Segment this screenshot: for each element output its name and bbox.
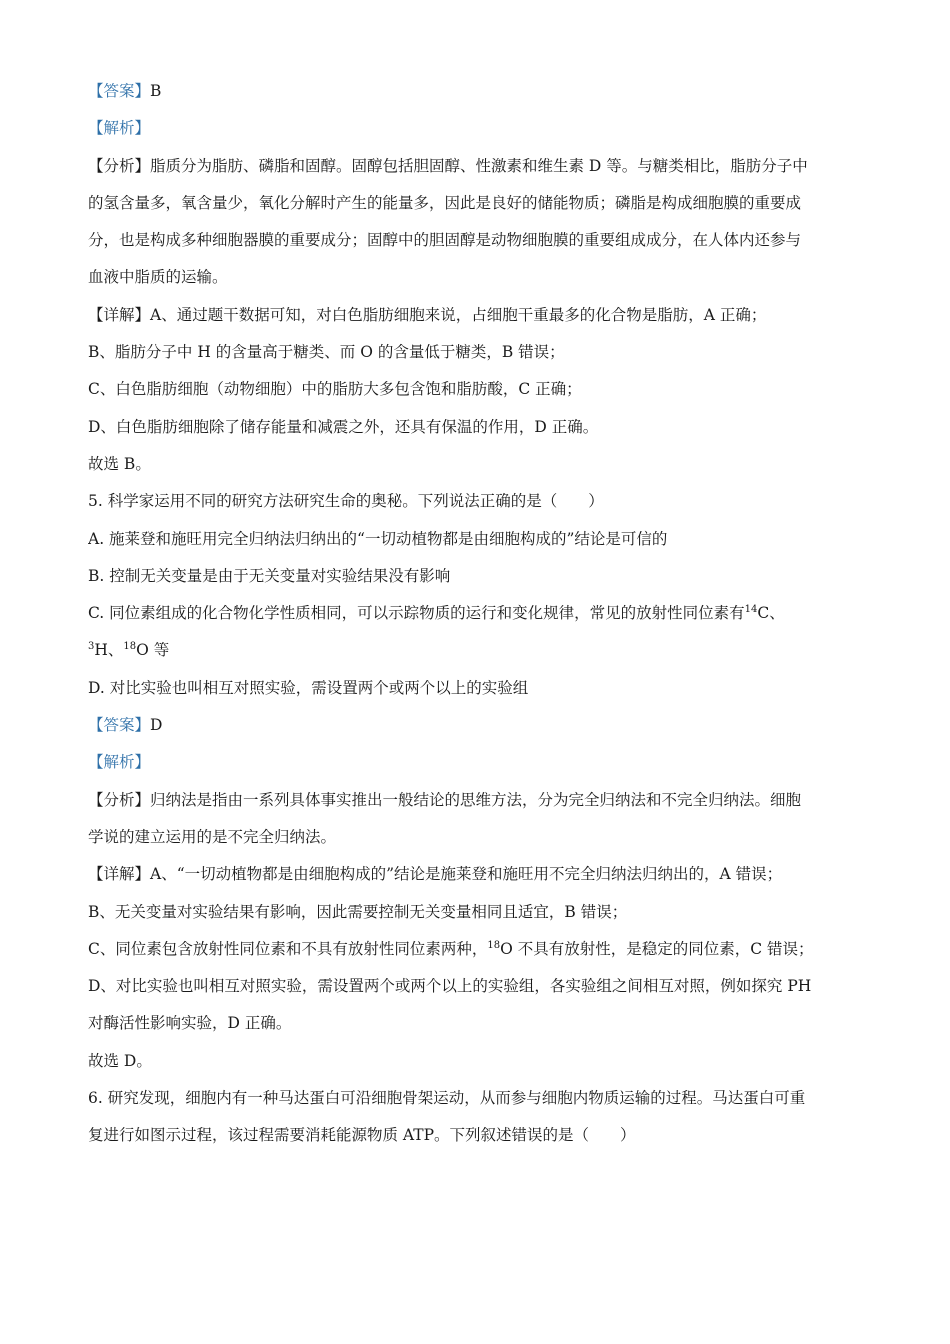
paragraph-line: D、白色脂肪细胞除了储存能量和减震之外，还具有保温的作用，D 正确。 [88,417,599,436]
question-5-option-a: A. 施莱登和施旺用完全归纳法归纳出的“一切动植物都是由细胞构成的”结论是可信的 [88,529,668,548]
paragraph-line: 【详解】A、“一切动植物都是由细胞构成的”结论是施莱登和施旺用不完全归纳法归纳出的，A 错误； [88,865,783,884]
answer-line-q4 [88,73,868,110]
paragraph-line: 的氢含量多，氧含量少，氧化分解时产生的能量多，因此是良好的储能物质；磷脂是构成细胞膜的重要成 [88,193,802,212]
conclusion-line: 故选 D。 [88,1051,152,1070]
detail-c-pre: C、同位素包含放射性同位素和不具有放射性同位素两种， [88,939,488,958]
question-5-stem: 5. 科学家运用不同的研究方法研究生命的奥秘。下列说法正确的是（ ） [88,492,604,511]
paragraph-line: 血液中脂质的运输。 [88,268,228,287]
detail-c-post: O 不具有放射性，是稳定的同位素，C 错误； [500,939,814,958]
isotope-symbol: H、 [94,641,124,660]
question-5-option-c-cont [88,632,868,669]
answer-tag: 【答案】 [88,716,151,735]
paragraph-line: C、白色脂肪细胞（动物细胞）中的脂肪大多包含饱和脂肪酸，C 正确； [88,380,582,399]
paragraph-line: 对酶活性影响实验，D 正确。 [88,1014,292,1033]
analysis-tag: 【解析】 [88,119,151,138]
document-page [88,73,868,1155]
isotope-symbol: C、 [757,604,785,623]
isotope-symbol: O 等 [136,641,170,660]
answer-tag: 【答案】 [88,82,151,100]
paragraph-line: 学说的建立运用的是不完全归纳法。 [88,827,337,846]
isotope-mass-number: 18 [123,641,137,653]
option-c-text: C. 同位素组成的化合物化学性质相同，可以示踪物质的运行和变化规律，常见的放射性同位素有 [88,604,745,623]
answer-line-q5 [88,707,868,744]
paragraph-line: B、无关变量对实验结果有影响，因此需要控制无关变量相同且适宜，B 错误； [88,902,628,921]
paragraph-line: 【详解】A、通过题干数据可知，对白色脂肪细胞来说，占细胞干重最多的化合物是脂肪，A 正确； [88,305,767,324]
question-6-stem-cont: 复进行如图示过程，该过程需要消耗能源物质 ATP。下列叙述错误的是（ ） [88,1126,636,1145]
question-6-stem: 6. 研究发现，细胞内有一种马达蛋白可沿细胞骨架运动，从而参与细胞内物质运输的过程。马达蛋白可重 [88,1089,806,1108]
analysis-tag: 【解析】 [88,753,151,772]
analysis-heading-q5 [88,744,868,781]
question-5-option-c [88,595,868,632]
analysis-heading-q4 [88,110,868,147]
isotope-mass-number: 18 [487,939,501,951]
answer-value: B [150,82,162,100]
isotope-mass-number: 14 [744,604,758,616]
paragraph-line: 【分析】归纳法是指由一系列具体事实推出一般结论的思维方法，分为完全归纳法和不完全归纳法。细胞 [88,790,802,809]
question-5-option-d: D. 对比实验也叫相互对照实验，需设置两个或两个以上的实验组 [88,678,529,697]
question-5-option-b: B. 控制无关变量是由于无关变量对实验结果没有影响 [88,566,451,585]
paragraph-line: 【分析】脂质分为脂肪、磷脂和固醇。固醇包括胆固醇、性激素和维生素 D 等。与糖类相比，脂肪分子中 [88,156,808,175]
answer-value: D [150,716,163,735]
conclusion-line: 故选 B。 [88,454,151,473]
paragraph-line: B、脂肪分子中 H 的含量高于糖类、而 O 的含量低于糖类，B 错误； [88,343,565,362]
paragraph-line: D、对比实验也叫相互对照实验，需设置两个或两个以上的实验组，各实验组之间相互对照，例如探究 PH [88,977,812,996]
paragraph-line [88,931,868,968]
isotope-mass-number: 3 [88,641,95,653]
paragraph-line: 分，也是构成多种细胞器膜的重要成分；固醇中的胆固醇是动物细胞膜的重要组成成分，在人体内还参与 [88,231,802,250]
